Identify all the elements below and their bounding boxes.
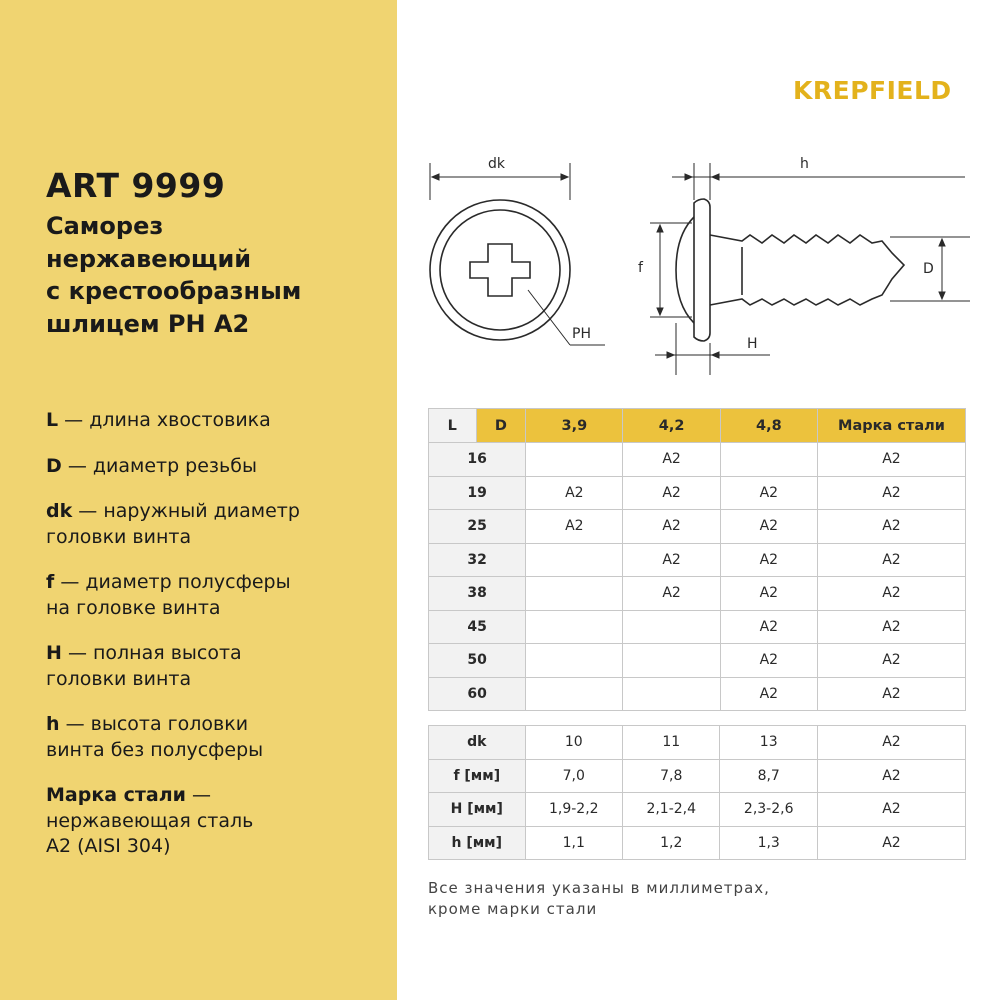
table-cell: A2 bbox=[817, 826, 965, 860]
header-steel: Марка стали bbox=[817, 409, 965, 443]
definition-steel bbox=[46, 783, 391, 860]
table-cell: A2 bbox=[623, 443, 720, 477]
table-cell bbox=[623, 644, 720, 678]
table-row bbox=[429, 443, 966, 477]
table-row bbox=[429, 759, 966, 793]
table-cell: A2 bbox=[720, 677, 817, 711]
units-note-line: кроме марки стали bbox=[428, 900, 598, 918]
table-header-row bbox=[429, 409, 966, 443]
row-label: 25 bbox=[429, 510, 526, 544]
product-name-line: с крестообразным bbox=[46, 277, 302, 305]
definition-text: нержавеющая сталь bbox=[46, 809, 254, 832]
definition-term: H bbox=[46, 642, 62, 664]
table-cell bbox=[526, 644, 623, 678]
D-label: D bbox=[923, 261, 934, 277]
ph-label: PH bbox=[572, 326, 591, 342]
definition-text: — длина хвостовика bbox=[64, 409, 271, 431]
definitions-list bbox=[46, 408, 391, 880]
screw-top-view bbox=[430, 200, 570, 340]
row-label: 45 bbox=[429, 610, 526, 644]
h-label: h bbox=[800, 156, 809, 172]
table-cell: A2 bbox=[817, 543, 965, 577]
table-cell: A2 bbox=[817, 443, 965, 477]
table-cell: A2 bbox=[720, 610, 817, 644]
dimensions-table bbox=[428, 725, 966, 860]
table-cell: 1,2 bbox=[623, 826, 720, 860]
definition-text: головки винта bbox=[46, 525, 192, 548]
header-l: L bbox=[429, 409, 477, 443]
definition-text: — диаметр резьбы bbox=[67, 454, 257, 477]
ph-leader bbox=[528, 290, 605, 345]
table-cell: A2 bbox=[720, 510, 817, 544]
table-cell: A2 bbox=[817, 610, 965, 644]
definition-l bbox=[46, 408, 391, 434]
definition-text: головки винта bbox=[46, 667, 192, 690]
table-cell bbox=[526, 610, 623, 644]
table-row bbox=[429, 677, 966, 711]
table-cell: A2 bbox=[623, 510, 720, 544]
table-cell: A2 bbox=[720, 476, 817, 510]
definition-text: винта без полусферы bbox=[46, 738, 264, 761]
row-label: 60 bbox=[429, 677, 526, 711]
table-cell: 1,3 bbox=[720, 826, 817, 860]
definition-dk bbox=[46, 499, 391, 550]
table-cell: 8,7 bbox=[720, 759, 817, 793]
table-cell: A2 bbox=[623, 476, 720, 510]
definition-term: D bbox=[46, 454, 62, 477]
table-cell bbox=[526, 443, 623, 477]
table-row bbox=[429, 826, 966, 860]
length-table bbox=[428, 408, 966, 711]
table-row bbox=[429, 610, 966, 644]
definition-f bbox=[46, 570, 391, 621]
H-label: H bbox=[747, 336, 758, 352]
table-cell: A2 bbox=[720, 577, 817, 611]
row-label: H [мм] bbox=[429, 793, 526, 827]
row-label: 19 bbox=[429, 476, 526, 510]
row-label: 50 bbox=[429, 644, 526, 678]
product-name-line: Саморез bbox=[46, 212, 164, 240]
table-cell: 7,0 bbox=[525, 759, 622, 793]
table-cell: 7,8 bbox=[623, 759, 720, 793]
table-row bbox=[429, 644, 966, 678]
table-cell: 2,1-2,4 bbox=[623, 793, 720, 827]
definition-h bbox=[46, 712, 391, 763]
screw-side-view bbox=[676, 199, 904, 341]
table-cell: A2 bbox=[817, 577, 965, 611]
definition-d bbox=[46, 454, 391, 480]
header-3-9: 3,9 bbox=[526, 409, 623, 443]
table-row bbox=[429, 726, 966, 760]
f-label: f bbox=[638, 260, 643, 276]
table-cell bbox=[623, 677, 720, 711]
table-cell: A2 bbox=[817, 476, 965, 510]
row-label: 38 bbox=[429, 577, 526, 611]
table-cell: A2 bbox=[817, 793, 965, 827]
definition-text: — наружный диаметр bbox=[78, 500, 300, 522]
definition-text: — высота головки bbox=[65, 713, 249, 735]
table-cell: 10 bbox=[525, 726, 622, 760]
dk-label: dk bbox=[488, 156, 505, 172]
product-name-line: нержавеющий bbox=[46, 244, 252, 273]
units-note bbox=[428, 878, 770, 920]
table-cell bbox=[720, 443, 817, 477]
row-label: h [мм] bbox=[429, 826, 526, 860]
definition-text: — полная высота bbox=[67, 642, 242, 664]
table-cell: A2 bbox=[720, 543, 817, 577]
table-cell: A2 bbox=[526, 510, 623, 544]
product-name bbox=[46, 210, 386, 340]
table-cell: 1,9-2,2 bbox=[525, 793, 622, 827]
units-note-line: Все значения указаны в миллиметрах, bbox=[428, 879, 770, 897]
table-row bbox=[429, 543, 966, 577]
left-panel bbox=[0, 0, 397, 1000]
header-4-8: 4,8 bbox=[720, 409, 817, 443]
definition-term: h bbox=[46, 713, 60, 735]
table-row bbox=[429, 510, 966, 544]
definition-term: dk bbox=[46, 500, 73, 522]
table-cell: 2,3-2,6 bbox=[720, 793, 817, 827]
table-row bbox=[429, 577, 966, 611]
definition-text: — диаметр полусферы bbox=[60, 571, 291, 593]
table-cell: A2 bbox=[623, 543, 720, 577]
definition-text: A2 (AISI 304) bbox=[46, 835, 171, 857]
definition-text: на головке винта bbox=[46, 596, 221, 619]
table-row bbox=[429, 476, 966, 510]
table-cell: A2 bbox=[817, 677, 965, 711]
row-label: dk bbox=[429, 726, 526, 760]
product-name-line: шлицем PH A2 bbox=[46, 309, 250, 338]
row-label: 32 bbox=[429, 543, 526, 577]
row-label: 16 bbox=[429, 443, 526, 477]
table-cell: A2 bbox=[817, 510, 965, 544]
table-cell bbox=[526, 543, 623, 577]
definition-term: L bbox=[46, 409, 59, 431]
screw-diagram bbox=[410, 145, 980, 385]
table-cell: 11 bbox=[623, 726, 720, 760]
f-dimension bbox=[650, 223, 692, 317]
table-row bbox=[429, 793, 966, 827]
header-4-2: 4,2 bbox=[623, 409, 720, 443]
table-cell: 13 bbox=[720, 726, 817, 760]
definition-text: — bbox=[192, 784, 212, 806]
table-cell bbox=[623, 610, 720, 644]
table-cell bbox=[526, 677, 623, 711]
table-cell bbox=[526, 577, 623, 611]
definition-term: f bbox=[46, 571, 55, 593]
definition-h-full bbox=[46, 641, 391, 692]
table-cell: A2 bbox=[817, 644, 965, 678]
table-cell: A2 bbox=[623, 577, 720, 611]
table-cell: A2 bbox=[526, 476, 623, 510]
table-cell: A2 bbox=[817, 726, 965, 760]
header-d: D bbox=[476, 409, 526, 443]
brand-logo: KREPFIELD bbox=[793, 76, 952, 105]
article-number: ART 9999 bbox=[46, 166, 226, 205]
table-cell: 1,1 bbox=[525, 826, 622, 860]
table-cell: A2 bbox=[817, 759, 965, 793]
h-dimension bbox=[672, 163, 965, 200]
definition-term: Марка стали bbox=[46, 784, 186, 806]
row-label: f [мм] bbox=[429, 759, 526, 793]
table-cell: A2 bbox=[720, 644, 817, 678]
